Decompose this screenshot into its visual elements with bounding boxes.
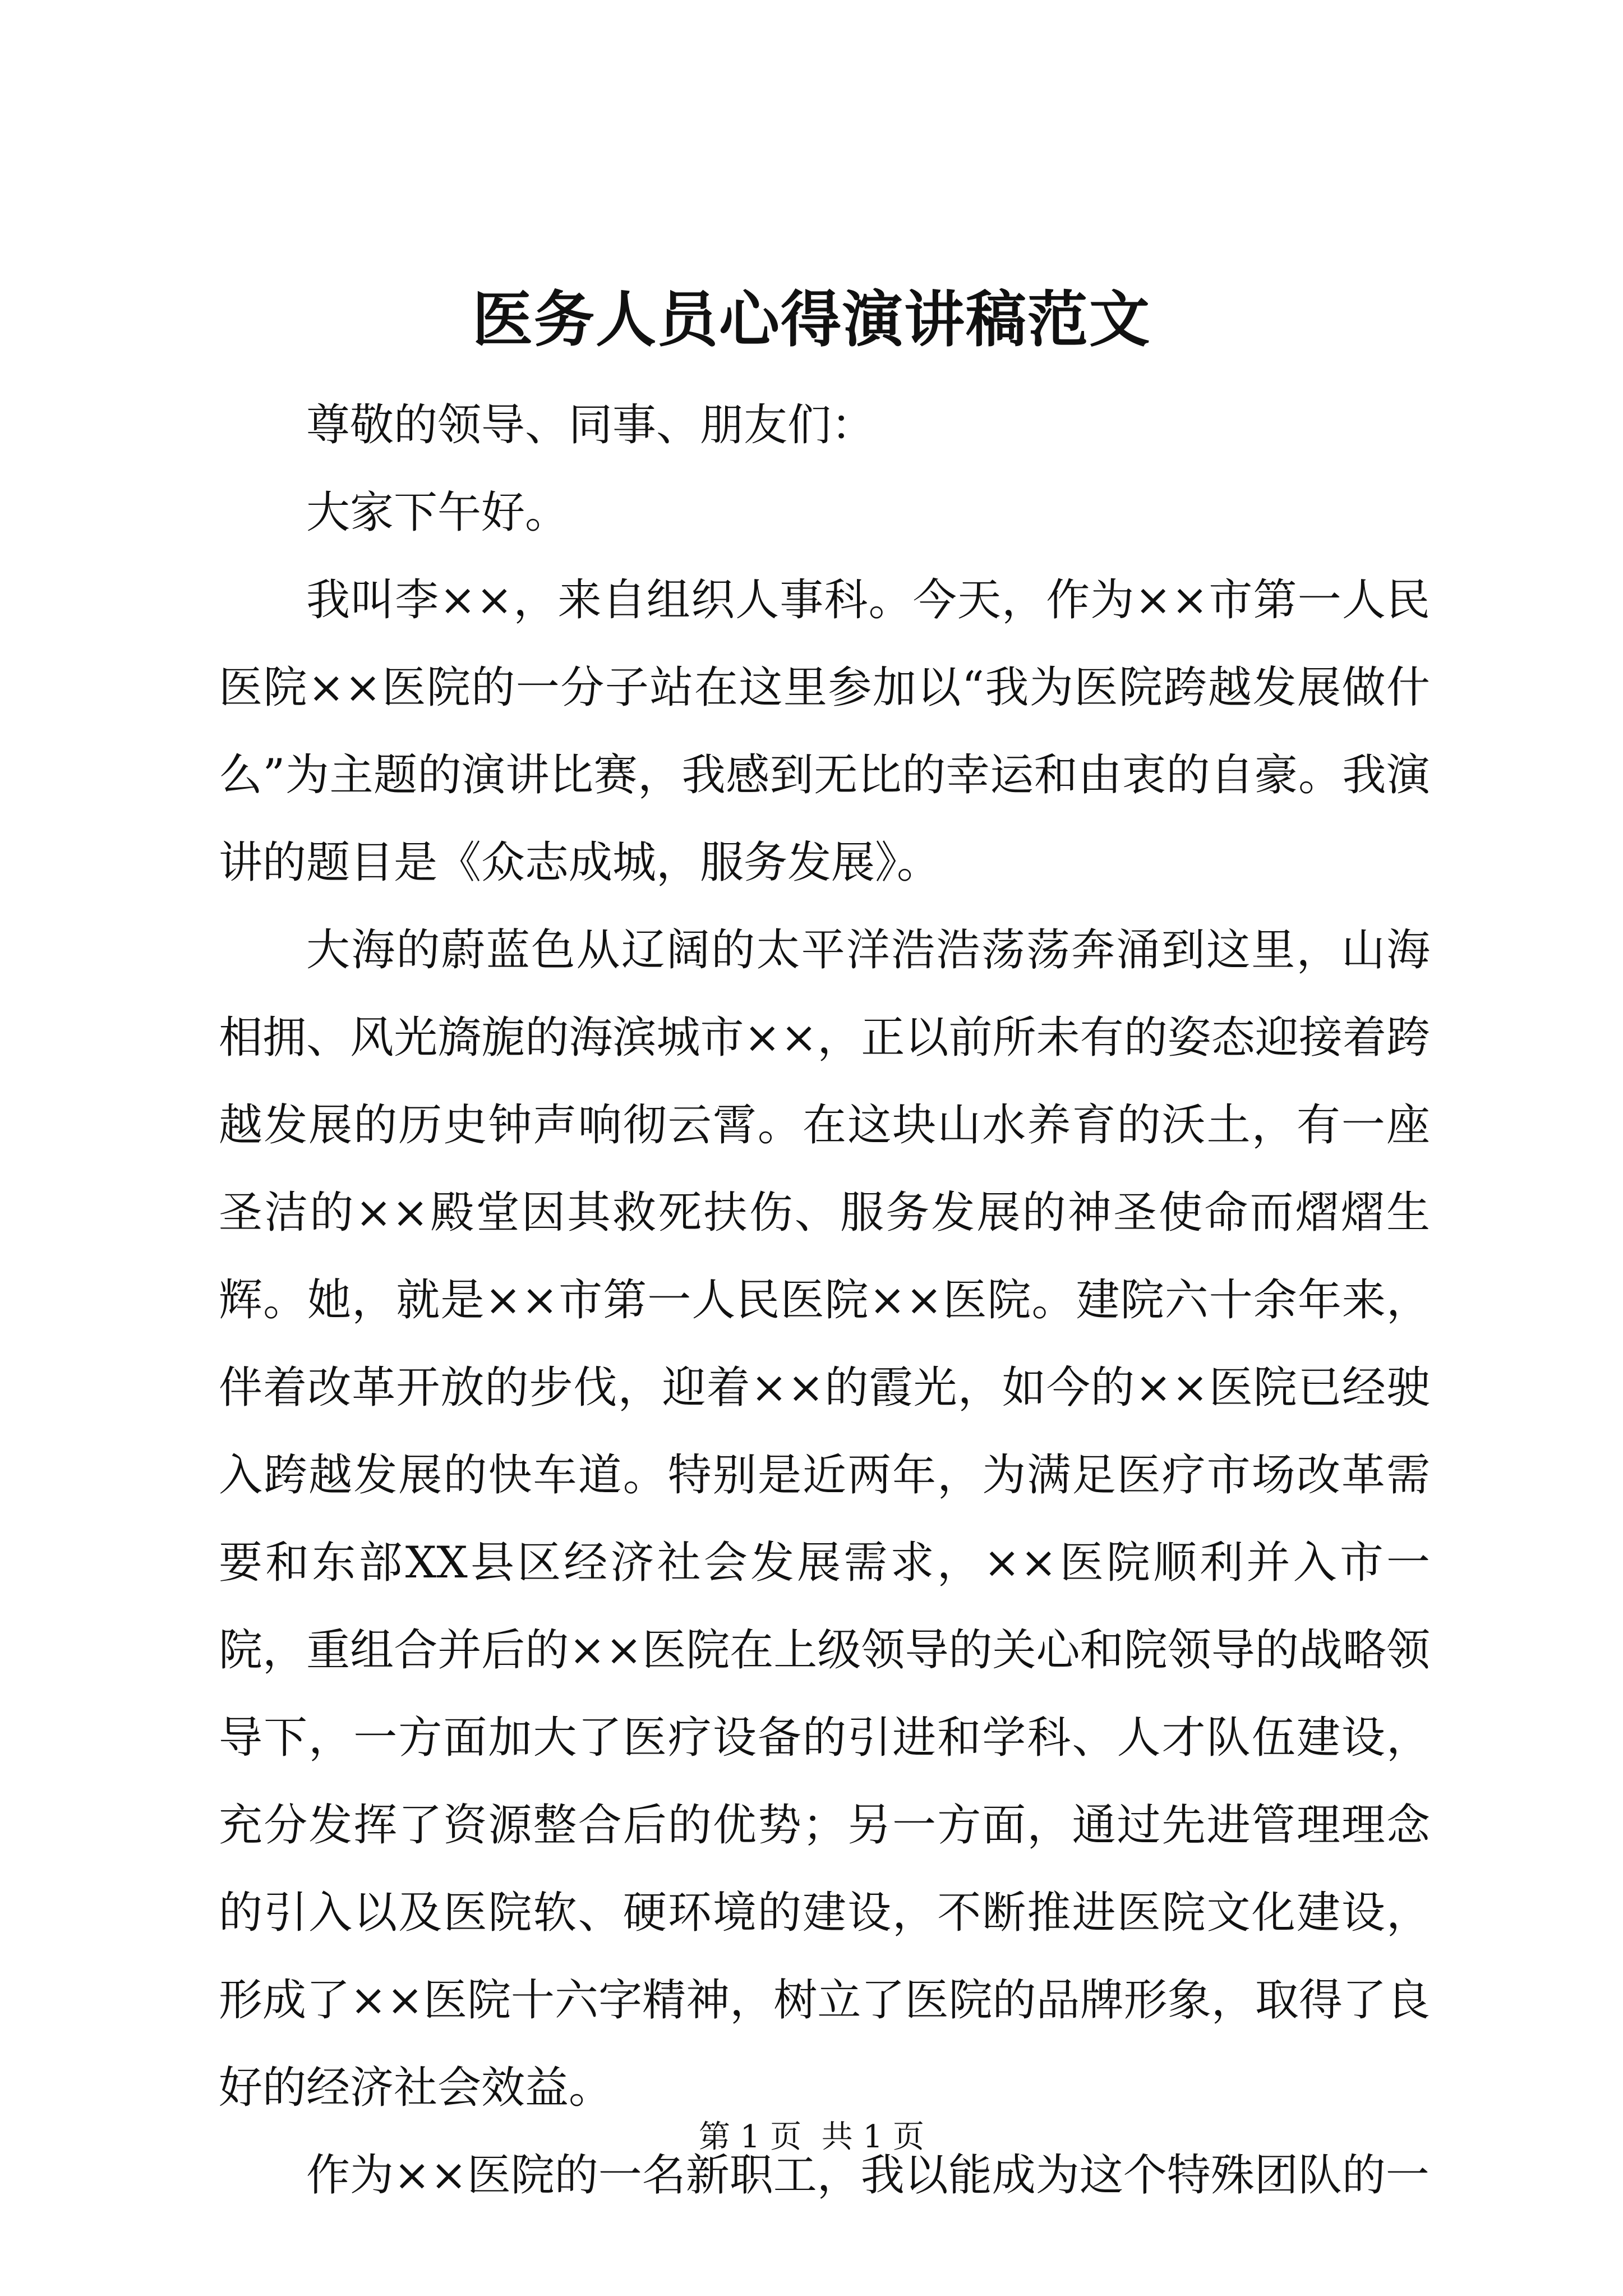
paragraph-new-employee: 作为××医院的一名新职工，我以能成为这个特殊团队的一 [306,2150,1430,2201]
paragraph-salutation: 尊敬的领导、同事、朋友们： [306,400,875,450]
paragraph-greeting: 大家下午好。 [306,487,569,538]
page-footer [0,2115,1623,2160]
document-body [219,381,1430,2219]
page-number-label: 第 1 页 共 1 页 [698,2119,925,2155]
document-title: 医务人员心得演讲稿范文 [472,284,1151,355]
paragraph-introduction: 我叫李××，来自组织人事科。今天，作为××市第一人民医院××医院的一分子站在这里参加以“我为医院跨越发展做什么”为主题的演讲比赛，我感到无比的幸运和由衷的自豪。我演讲的题目是《众志成城，服务发展》。 [219,575,1430,888]
paragraph-hospital-description: 大海的蔚蓝色从辽阔的太平洋浩浩荡荡奔涌到这里，山海相拥、风光旖旎的海滨城市××，正以前所未有的姿态迎接着跨越发展的历史钟声响彻云霄。在这块山水养育的沃土，有一座圣洁的××殿堂因其救死扶伤、服务发展的神圣使命而熠熠生辉。她，就是××市第一人民医院××医院。建院六十余年来，伴着改革开放的步伐，迎着××的霞光，如今的××医院已经驶入跨越发展的快车道。特别是近两年，为满足医疗市场改革需要和东部XX县区经济社会发展需求，××医院顺利并入市一院，重组合并后的××医院在上级领导的关心和院领导的战略领导下，一方面加大了医疗设备的引进和学科、人才队伍建设，充分发挥了资源整合后的优势；另一方面，通过先进管理理念的引入以及医院软、硬环境的建设，不断推进医院文化建设，形成了××医院十六字精神，树立了医院的品牌形象，取得了良好的经济社会效益。 [219,925,1430,2113]
